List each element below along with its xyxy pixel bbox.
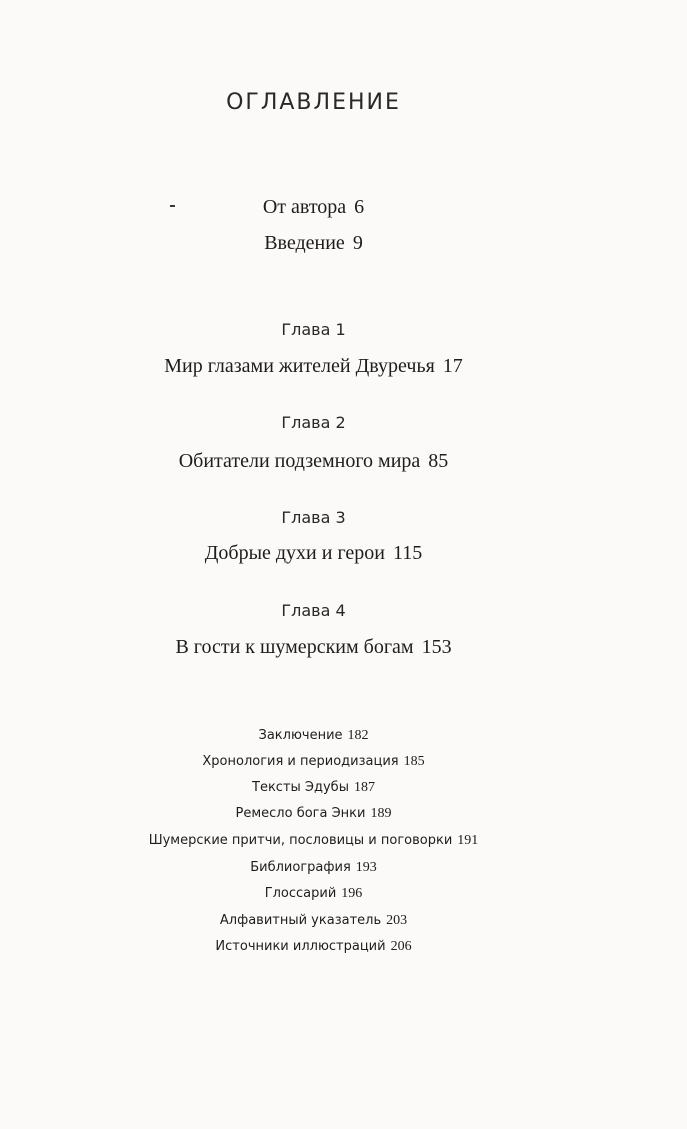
toc-entry-chapter-3 bbox=[0, 542, 627, 565]
entry-page: 17 bbox=[442, 355, 463, 377]
entry-label: Алфавитный указатель bbox=[219, 913, 382, 928]
toc-entry-enki-craft bbox=[0, 806, 627, 822]
chapter-1-heading: Глава 1 bbox=[281, 320, 346, 339]
toc-entry-conclusion bbox=[0, 728, 627, 744]
entry-page: 85 bbox=[428, 450, 449, 472]
toc-entry-from-author bbox=[0, 196, 627, 219]
entry-page: 196 bbox=[341, 886, 363, 901]
entry-label: Мир глазами жителей Двуречья bbox=[164, 355, 435, 377]
toc-entry-introduction bbox=[0, 232, 627, 255]
entry-label: От автора bbox=[262, 196, 347, 218]
entry-page: 203 bbox=[386, 913, 408, 928]
entry-page: 182 bbox=[347, 728, 369, 743]
entry-page: 185 bbox=[403, 754, 425, 769]
chapter-2-heading: Глава 2 bbox=[281, 413, 346, 432]
chapter-4-heading: Глава 4 bbox=[281, 601, 346, 620]
entry-page: 9 bbox=[352, 232, 363, 254]
entry-label: Шумерские притчи, пословицы и поговорки bbox=[148, 833, 453, 848]
entry-page: 6 bbox=[354, 196, 365, 218]
entry-label: Обитатели подземного мира bbox=[178, 450, 421, 472]
entry-page: 193 bbox=[355, 860, 377, 875]
toc-entry-illustration-sources bbox=[0, 939, 627, 955]
entry-page: 206 bbox=[390, 939, 412, 954]
entry-label: Хронология и периодизация bbox=[202, 754, 399, 769]
toc-entry-chronology bbox=[0, 754, 627, 770]
entry-label: Добрые духи и герои bbox=[204, 542, 385, 564]
entry-page: 189 bbox=[370, 806, 392, 821]
entry-label: Заключение bbox=[258, 728, 343, 743]
toc-entry-chapter-1 bbox=[0, 355, 627, 378]
entry-label: Источники иллюстраций bbox=[215, 939, 386, 954]
entry-label: Тексты Эдубы bbox=[252, 780, 349, 795]
toc-entry-index bbox=[0, 913, 627, 929]
toc-entry-bibliography bbox=[0, 860, 627, 876]
entry-page: 153 bbox=[421, 636, 452, 658]
entry-page: 115 bbox=[392, 542, 423, 564]
entry-label: Глоссарий bbox=[264, 886, 337, 901]
toc-entry-glossary bbox=[0, 886, 627, 902]
chapter-3-heading: Глава 3 bbox=[281, 508, 346, 527]
entry-label: Библиография bbox=[250, 860, 351, 875]
toc-entry-chapter-4 bbox=[0, 636, 627, 659]
page-title: ОГЛАВЛЕНИЕ bbox=[226, 90, 401, 115]
entry-label: Ремесло бога Энки bbox=[235, 806, 366, 821]
entry-page: 191 bbox=[457, 833, 479, 848]
toc-entry-chapter-2 bbox=[0, 450, 627, 473]
entry-label: Введение bbox=[264, 232, 345, 254]
entry-label: В гости к шумерским богам bbox=[175, 636, 414, 658]
entry-page: 187 bbox=[353, 780, 375, 795]
toc-entry-proverbs bbox=[0, 833, 627, 849]
toc-entry-edubba-texts bbox=[0, 780, 627, 796]
